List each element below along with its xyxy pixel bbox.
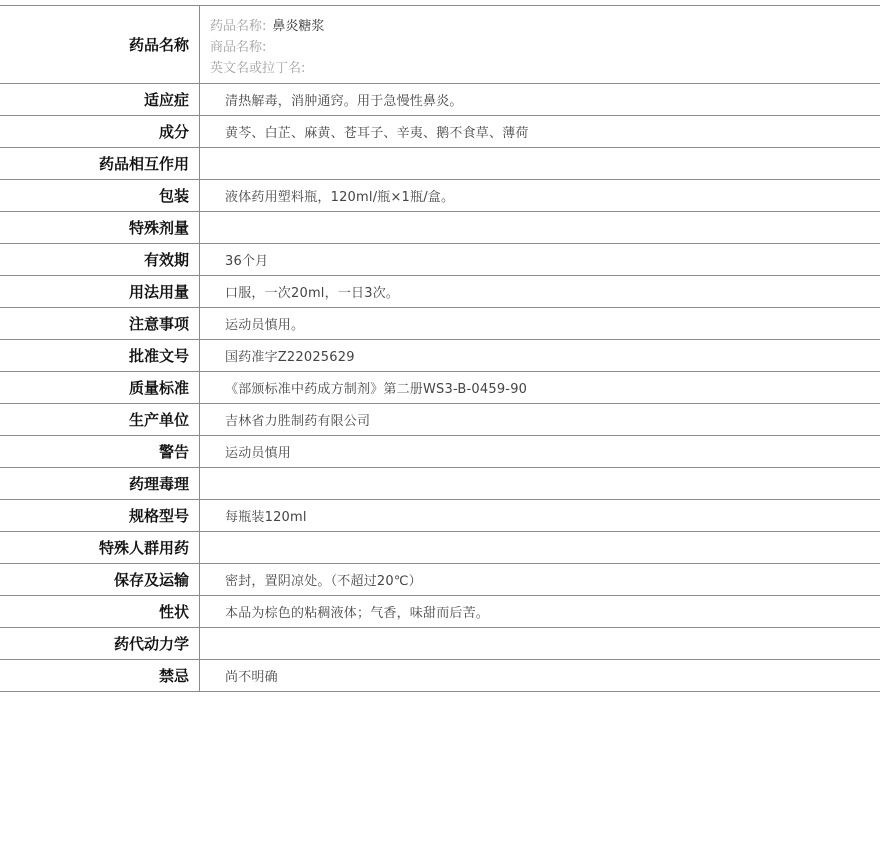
row-approval-number xyxy=(0,340,880,372)
row-label: 批准文号 xyxy=(0,340,200,371)
row-usage-dosage xyxy=(0,276,880,308)
row-packaging xyxy=(0,180,880,212)
row-quality-standard xyxy=(0,372,880,404)
row-value: 本品为棕色的粘稠液体；气香，味甜而后苦。 xyxy=(225,606,490,621)
row-label: 规格型号 xyxy=(0,500,200,531)
row-label: 成分 xyxy=(0,116,200,147)
row-value: 口服，一次20ml，一日3次。 xyxy=(225,286,400,301)
row-specification xyxy=(0,500,880,532)
row-label: 药理毒理 xyxy=(0,468,200,499)
row-value: 每瓶装120ml xyxy=(225,510,307,525)
row-value: 尚不明确 xyxy=(225,670,278,685)
row-value: 液体药用塑料瓶，120ml/瓶×1瓶/盒。 xyxy=(225,190,455,205)
generic-name-key: 药品名称: xyxy=(210,19,267,34)
row-manufacturer xyxy=(0,404,880,436)
row-label: 有效期 xyxy=(0,244,200,275)
row-value: 运动员慎用。 xyxy=(225,318,305,333)
row-special-dosage xyxy=(0,212,880,244)
row-value: 密封，置阴凉处。（不超过20℃） xyxy=(225,574,422,589)
row-contraindications xyxy=(0,660,880,692)
row-label: 包装 xyxy=(0,180,200,211)
english-name-key: 英文名或拉丁名: xyxy=(210,61,306,76)
row-label: 药品相互作用 xyxy=(0,148,200,179)
row-drug-names xyxy=(0,6,880,84)
row-value: 《部颁标准中药成方制剂》第二册WS3-B-0459-90 xyxy=(225,382,528,397)
row-precautions xyxy=(0,308,880,340)
row-ingredients xyxy=(0,116,880,148)
row-pharmacokinetics xyxy=(0,628,880,660)
row-value: 黄芩、白芷、麻黄、苍耳子、辛夷、鹅不食草、薄荷 xyxy=(225,126,529,141)
row-value xyxy=(200,628,880,659)
row-label: 药代动力学 xyxy=(0,628,200,659)
trade-name-key: 商品名称: xyxy=(210,40,267,55)
row-indications xyxy=(0,84,880,116)
row-value xyxy=(200,212,880,243)
row-value xyxy=(200,148,880,179)
trade-name-line xyxy=(210,37,880,58)
row-value xyxy=(200,532,880,563)
row-value: 运动员慎用 xyxy=(225,446,292,461)
row-label: 保存及运输 xyxy=(0,564,200,595)
row-special-populations xyxy=(0,532,880,564)
row-storage-transport xyxy=(0,564,880,596)
row-label: 禁忌 xyxy=(0,660,200,691)
row-value: 国药准字Z22025629 xyxy=(225,350,355,365)
row-value: 吉林省力胜制药有限公司 xyxy=(225,414,371,429)
row-value: 清热解毒，消肿通窍。用于急慢性鼻炎。 xyxy=(225,94,463,109)
english-name-line xyxy=(210,58,880,79)
row-label: 注意事项 xyxy=(0,308,200,339)
row-label: 质量标准 xyxy=(0,372,200,403)
generic-name-value: 鼻炎糖浆 xyxy=(272,19,325,34)
row-pharmacology-toxicology xyxy=(0,468,880,500)
row-label: 警告 xyxy=(0,436,200,467)
row-label: 特殊人群用药 xyxy=(0,532,200,563)
row-label: 生产单位 xyxy=(0,404,200,435)
generic-name-line xyxy=(210,16,880,37)
drug-names-block xyxy=(200,6,880,83)
drug-spec-table xyxy=(0,5,880,692)
row-warning xyxy=(0,436,880,468)
row-shelf-life xyxy=(0,244,880,276)
row-label-drug-names: 药品名称 xyxy=(0,6,200,83)
row-label: 适应症 xyxy=(0,84,200,115)
row-description xyxy=(0,596,880,628)
row-value xyxy=(200,468,880,499)
row-interactions xyxy=(0,148,880,180)
row-label: 用法用量 xyxy=(0,276,200,307)
row-value: 36个月 xyxy=(225,254,269,269)
row-label: 特殊剂量 xyxy=(0,212,200,243)
row-label: 性状 xyxy=(0,596,200,627)
